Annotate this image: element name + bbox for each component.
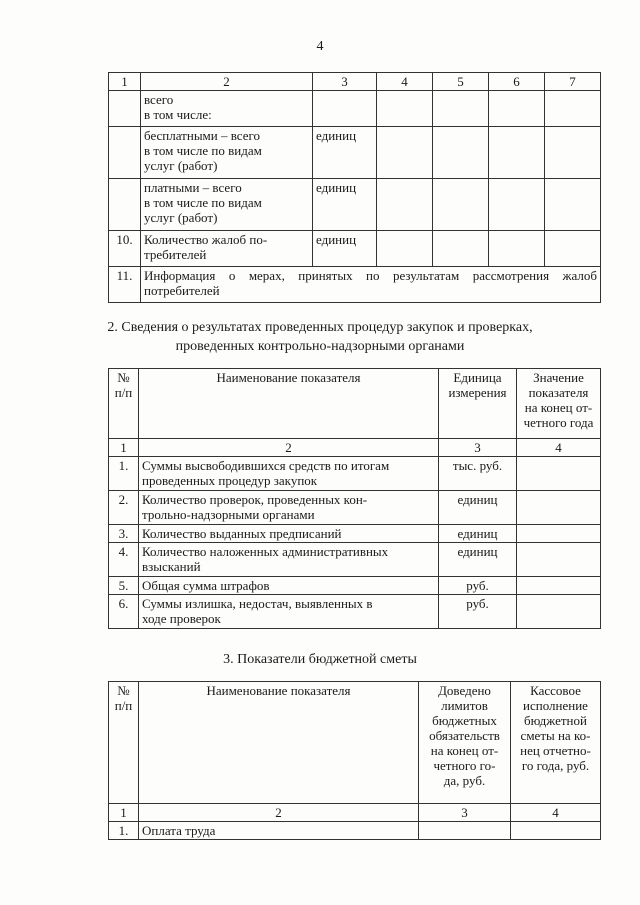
empty-cell xyxy=(433,231,489,267)
header-cell: № п/п xyxy=(109,369,139,439)
row-unit: единиц xyxy=(313,179,377,231)
row-number xyxy=(109,127,141,179)
procurement-table xyxy=(108,368,601,629)
header-cell: 4 xyxy=(377,73,433,91)
row-name: платными – всего в том числе по видам услуг (работ) xyxy=(141,179,313,231)
empty-cell xyxy=(419,822,511,840)
row-number: 2. xyxy=(109,491,139,525)
column-number: 3 xyxy=(439,439,517,457)
complaints-measures-text: Информация о мерах, принятых по результатам рассмотрения жалоб потребителей xyxy=(141,267,601,303)
header-cell: 3 xyxy=(313,73,377,91)
header-cell: № п/п xyxy=(109,682,139,804)
row-unit: руб. xyxy=(439,595,517,629)
column-number: 3 xyxy=(419,804,511,822)
row-number: 1. xyxy=(109,822,139,840)
table-row xyxy=(109,525,601,543)
empty-cell xyxy=(377,179,433,231)
row-number: 1. xyxy=(109,457,139,491)
table-row xyxy=(109,543,601,577)
table-row xyxy=(109,179,601,231)
page-number: 4 xyxy=(316,39,324,54)
header-cell: 5 xyxy=(433,73,489,91)
budget-estimate-table xyxy=(108,681,601,840)
column-number-row xyxy=(109,804,601,822)
services-table xyxy=(108,72,601,303)
empty-cell xyxy=(511,822,601,840)
table-row xyxy=(109,91,601,127)
empty-cell xyxy=(433,91,489,127)
empty-cell xyxy=(377,127,433,179)
empty-cell xyxy=(377,231,433,267)
row-unit: единиц xyxy=(439,491,517,525)
row-name: Количество жалоб по- требителей xyxy=(141,231,313,267)
empty-cell xyxy=(489,231,545,267)
row-name: Оплата труда xyxy=(139,822,419,840)
header-cell: 1 xyxy=(109,73,141,91)
header-cell: Наименование показателя xyxy=(139,682,419,804)
empty-cell xyxy=(545,179,601,231)
row-unit: тыс. руб. xyxy=(439,457,517,491)
table-row xyxy=(109,457,601,491)
column-number: 4 xyxy=(511,804,601,822)
row-number: 10. xyxy=(109,231,141,267)
empty-cell xyxy=(377,91,433,127)
row-unit: единиц xyxy=(313,127,377,179)
column-number-row xyxy=(109,439,601,457)
empty-cell xyxy=(489,91,545,127)
row-name: Суммы высвободившихся средств по итогам проведенных процедур закупок xyxy=(139,457,439,491)
empty-cell xyxy=(517,525,601,543)
empty-cell xyxy=(517,595,601,629)
section-2-title: 2. Сведения о результатах проведенных процедур закупок и проверках, проведенных контрольно-надзорными органами xyxy=(107,320,533,354)
header-cell: Кассовое исполнение бюджетной сметы на ко- нец отчетно- го года, руб. xyxy=(511,682,601,804)
table-row xyxy=(109,595,601,629)
row-name: Количество выданных предписаний xyxy=(139,525,439,543)
row-name: Количество наложенных административных взысканий xyxy=(139,543,439,577)
table-header-row xyxy=(109,682,601,804)
empty-cell xyxy=(545,127,601,179)
row-number: 4. xyxy=(109,543,139,577)
empty-cell xyxy=(433,127,489,179)
table-row xyxy=(109,491,601,525)
section-3-title: 3. Показатели бюджетной сметы xyxy=(223,652,417,667)
empty-cell xyxy=(517,543,601,577)
row-unit xyxy=(313,91,377,127)
header-cell: 7 xyxy=(545,73,601,91)
table-row xyxy=(109,577,601,595)
column-number: 1 xyxy=(109,804,139,822)
table-row xyxy=(109,127,601,179)
empty-cell xyxy=(517,577,601,595)
header-cell: Значение показателя на конец от- четного года xyxy=(517,369,601,439)
header-cell: Единица измерения xyxy=(439,369,517,439)
row-unit: руб. xyxy=(439,577,517,595)
empty-cell xyxy=(517,457,601,491)
header-cell: Наименование показателя xyxy=(139,369,439,439)
row-number: 11. xyxy=(109,267,141,303)
table-header-row xyxy=(109,369,601,439)
row-name: Суммы излишка, недостач, выявленных в ходе проверок xyxy=(139,595,439,629)
column-number: 2 xyxy=(139,439,439,457)
header-cell: 6 xyxy=(489,73,545,91)
empty-cell xyxy=(545,231,601,267)
row-number: 6. xyxy=(109,595,139,629)
row-unit: единиц xyxy=(313,231,377,267)
table-row xyxy=(109,267,601,303)
table-header-row xyxy=(109,73,601,91)
empty-cell xyxy=(545,91,601,127)
empty-cell xyxy=(489,127,545,179)
row-name: всего в том числе: xyxy=(141,91,313,127)
column-number: 4 xyxy=(517,439,601,457)
empty-cell xyxy=(433,179,489,231)
row-number: 3. xyxy=(109,525,139,543)
column-number: 2 xyxy=(139,804,419,822)
empty-cell xyxy=(489,179,545,231)
column-number: 1 xyxy=(109,439,139,457)
row-number xyxy=(109,91,141,127)
table-row xyxy=(109,822,601,840)
row-number xyxy=(109,179,141,231)
header-cell: 2 xyxy=(141,73,313,91)
row-number: 5. xyxy=(109,577,139,595)
row-name: Общая сумма штрафов xyxy=(139,577,439,595)
row-unit: единиц xyxy=(439,525,517,543)
header-cell: Доведено лимитов бюджетных обязательств на конец от- четного го- да, руб. xyxy=(419,682,511,804)
table-row xyxy=(109,231,601,267)
row-name: Количество проверок, проведенных кон- трольно-надзорными органами xyxy=(139,491,439,525)
empty-cell xyxy=(517,491,601,525)
row-name: бесплатными – всего в том числе по видам услуг (работ) xyxy=(141,127,313,179)
row-unit: единиц xyxy=(439,543,517,577)
